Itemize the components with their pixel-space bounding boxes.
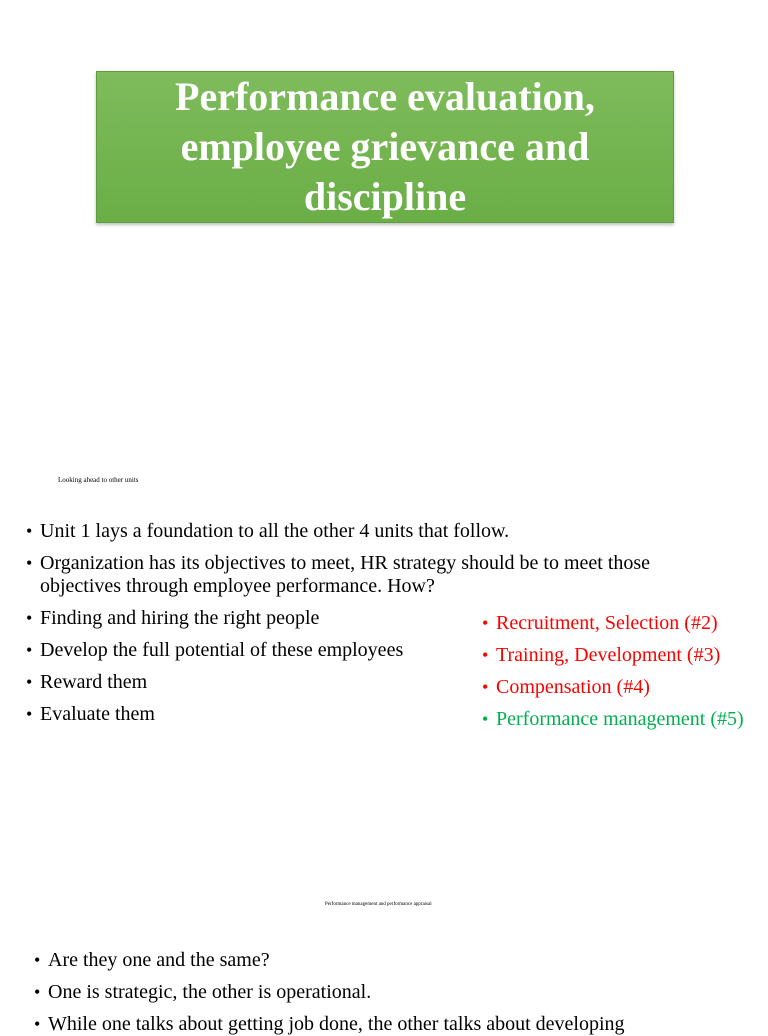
slide-title: Performance evaluation, employee grievance and discipline <box>175 74 595 219</box>
title-banner <box>96 71 674 223</box>
list-item: • Evaluate them <box>26 703 706 726</box>
list-item: • One is strategic, the other is operational. <box>34 981 754 1004</box>
list-item: • Training, Development (#3) <box>482 644 752 667</box>
slide2-right-bullets <box>482 612 752 731</box>
list-item: • Are they one and the same? <box>34 949 754 972</box>
list-item: • Performance management (#5) <box>482 708 746 731</box>
list-item: • Organization has its objectives to meet, HR strategy should be to meet those objectives through employee performance. How? <box>26 552 680 598</box>
slide2-caption: Looking ahead to other units <box>58 476 139 484</box>
list-item: • Unit 1 lays a foundation to all the other 4 units that follow. <box>26 520 706 543</box>
slide3-bullets <box>34 949 754 1036</box>
list-item: • Finding and hiring the right people <box>26 607 706 630</box>
list-item: • While one talks about getting job done, the other talks about developing <box>34 1013 754 1036</box>
list-item: • Recruitment, Selection (#2) <box>482 612 752 635</box>
list-item: • Compensation (#4) <box>482 676 752 699</box>
list-item: • Reward them <box>26 671 706 694</box>
slide3-caption: Performance management and performance appraisal <box>325 902 432 907</box>
list-item: • Develop the full potential of these employees <box>26 639 706 662</box>
